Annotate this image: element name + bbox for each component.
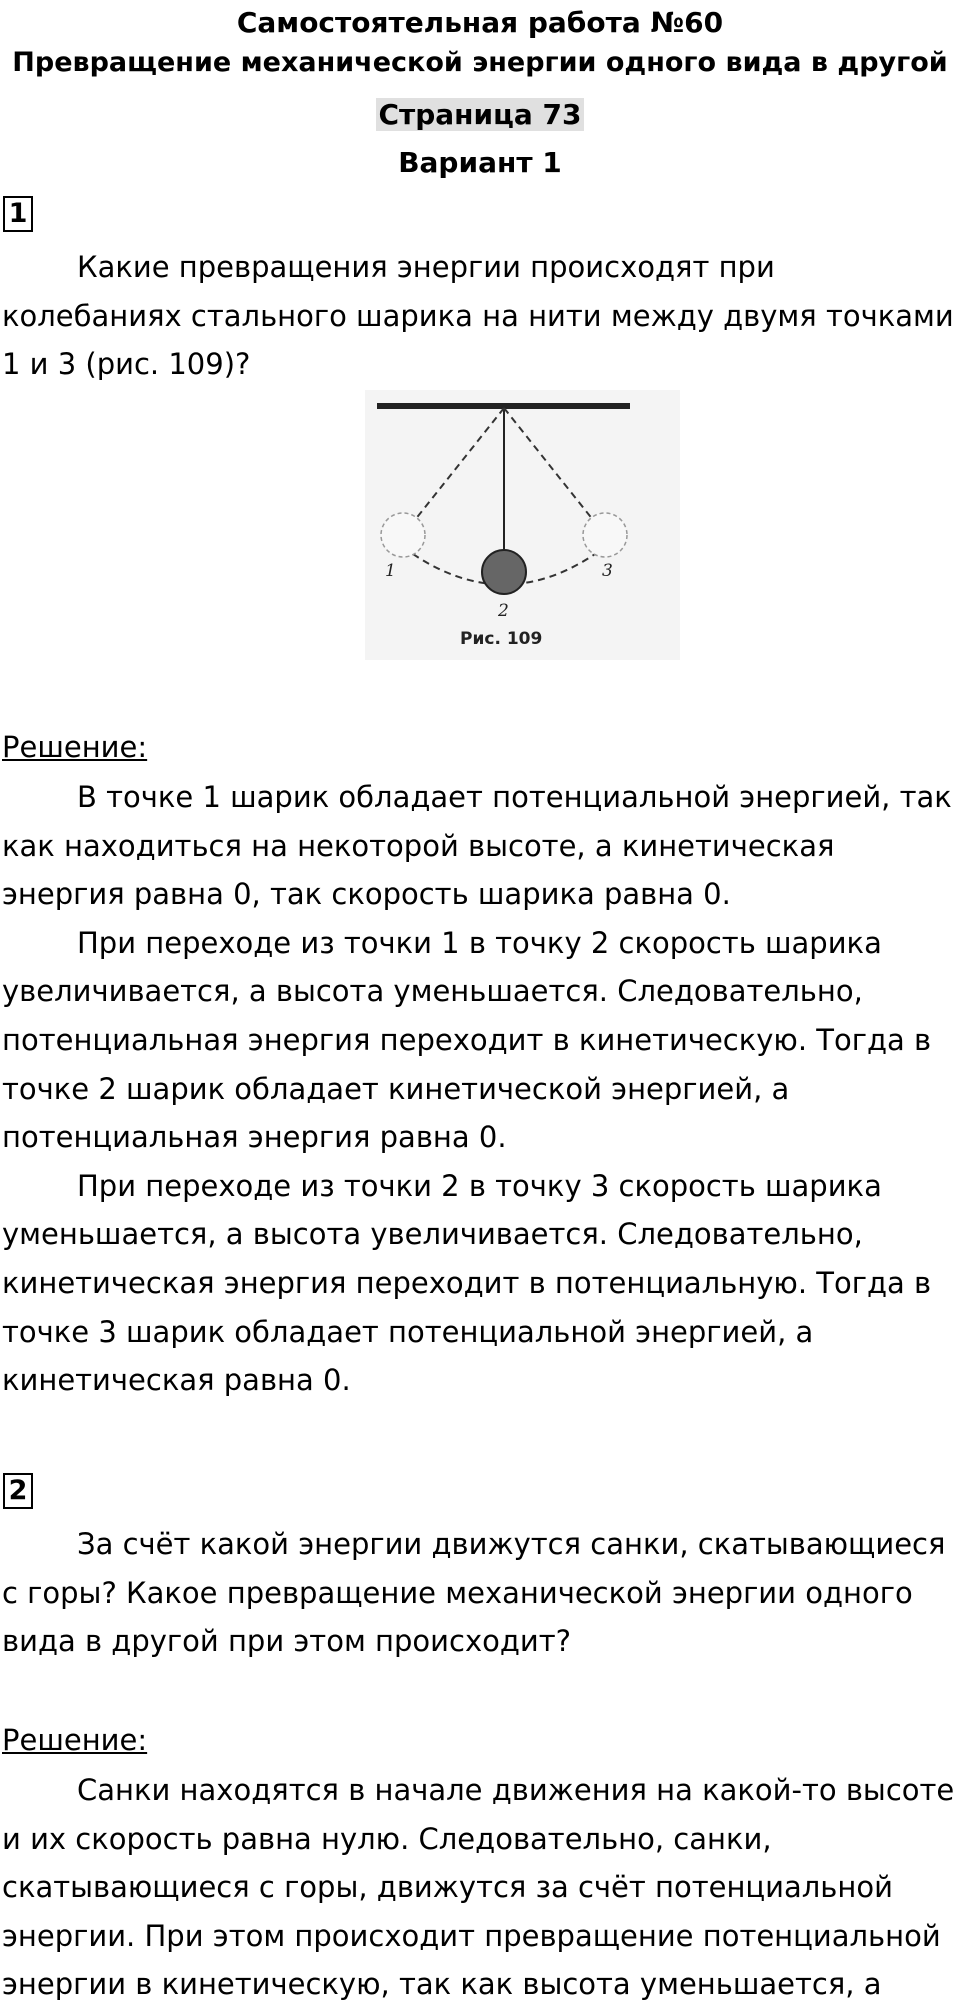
solution-paragraph: При переходе из точки 1 в точку 2 скорость шарика увеличивается, а высота уменьшается. Следовательно, потенциальная энергия переходит в кинетическую. Тогда в точке 2 шарик обладает кинетической энергией, а потенциальная энергия равна 0. bbox=[2, 925, 932, 1155]
pendulum-figure bbox=[365, 390, 680, 660]
variant-label: Вариант 1 bbox=[398, 146, 562, 179]
point-label-2: 2 bbox=[498, 601, 509, 621]
ball-position-2 bbox=[482, 550, 526, 594]
solution-paragraph: Санки находятся в начале движения на какой-то высоте и их скорость равна нулю. Следовательно, санки, скатывающиеся с горы, движутся за счёт потенциальной энергии. При этом происходит превращение потенциальной энергии в кинетическую, так как высота уменьшается, а bbox=[2, 1773, 955, 2002]
worksheet-title: Самостоятельная работа №60 bbox=[236, 6, 724, 39]
worksheet-topic: Превращение механической энергии одного вида в другой bbox=[12, 47, 948, 78]
solution-paragraph: При переходе из точки 2 в точку 3 скорость шарика уменьшается, а высота увеличивается. Следовательно, кинетическая энергия переходит в потенциальную. Тогда в точке 3 шарик обладает потенциальной энергией, а кинетическая равна 0. bbox=[2, 1168, 932, 1398]
task-question bbox=[2, 243, 957, 389]
solution-paragraph: В точке 1 шарик обладает потенциальной энергией, так как находиться на некоторой высоте, а кинетическая энергия равна 0, так скорость шарика равна 0. bbox=[2, 780, 952, 912]
ball-position-1 bbox=[381, 513, 425, 557]
question-text: За счёт какой энергии движутся санки, скатывающиеся с горы? Какое превращение механической энергии одного вида в другой при этом происходит? bbox=[2, 1527, 946, 1659]
solution-label: Решение: bbox=[2, 730, 148, 764]
page-number-label: Страница 73 bbox=[378, 98, 582, 131]
point-label-1: 1 bbox=[385, 561, 396, 581]
point-label-3: 3 bbox=[602, 561, 613, 581]
solution-label: Решение: bbox=[2, 1723, 148, 1757]
task-number-box: 1 bbox=[3, 196, 33, 232]
solution-text bbox=[2, 773, 957, 1405]
task-number-box: 2 bbox=[3, 1473, 33, 1509]
figure-caption: Рис. 109 bbox=[460, 629, 543, 649]
page-number bbox=[0, 92, 960, 138]
task-question bbox=[2, 1520, 957, 1666]
ball-position-3 bbox=[583, 513, 627, 557]
question-text: Какие превращения энергии происходят при колебаниях стального шарика на нити между двумя точками 1 и 3 (рис. 109)? bbox=[2, 250, 954, 382]
solution-text bbox=[2, 1766, 957, 2009]
